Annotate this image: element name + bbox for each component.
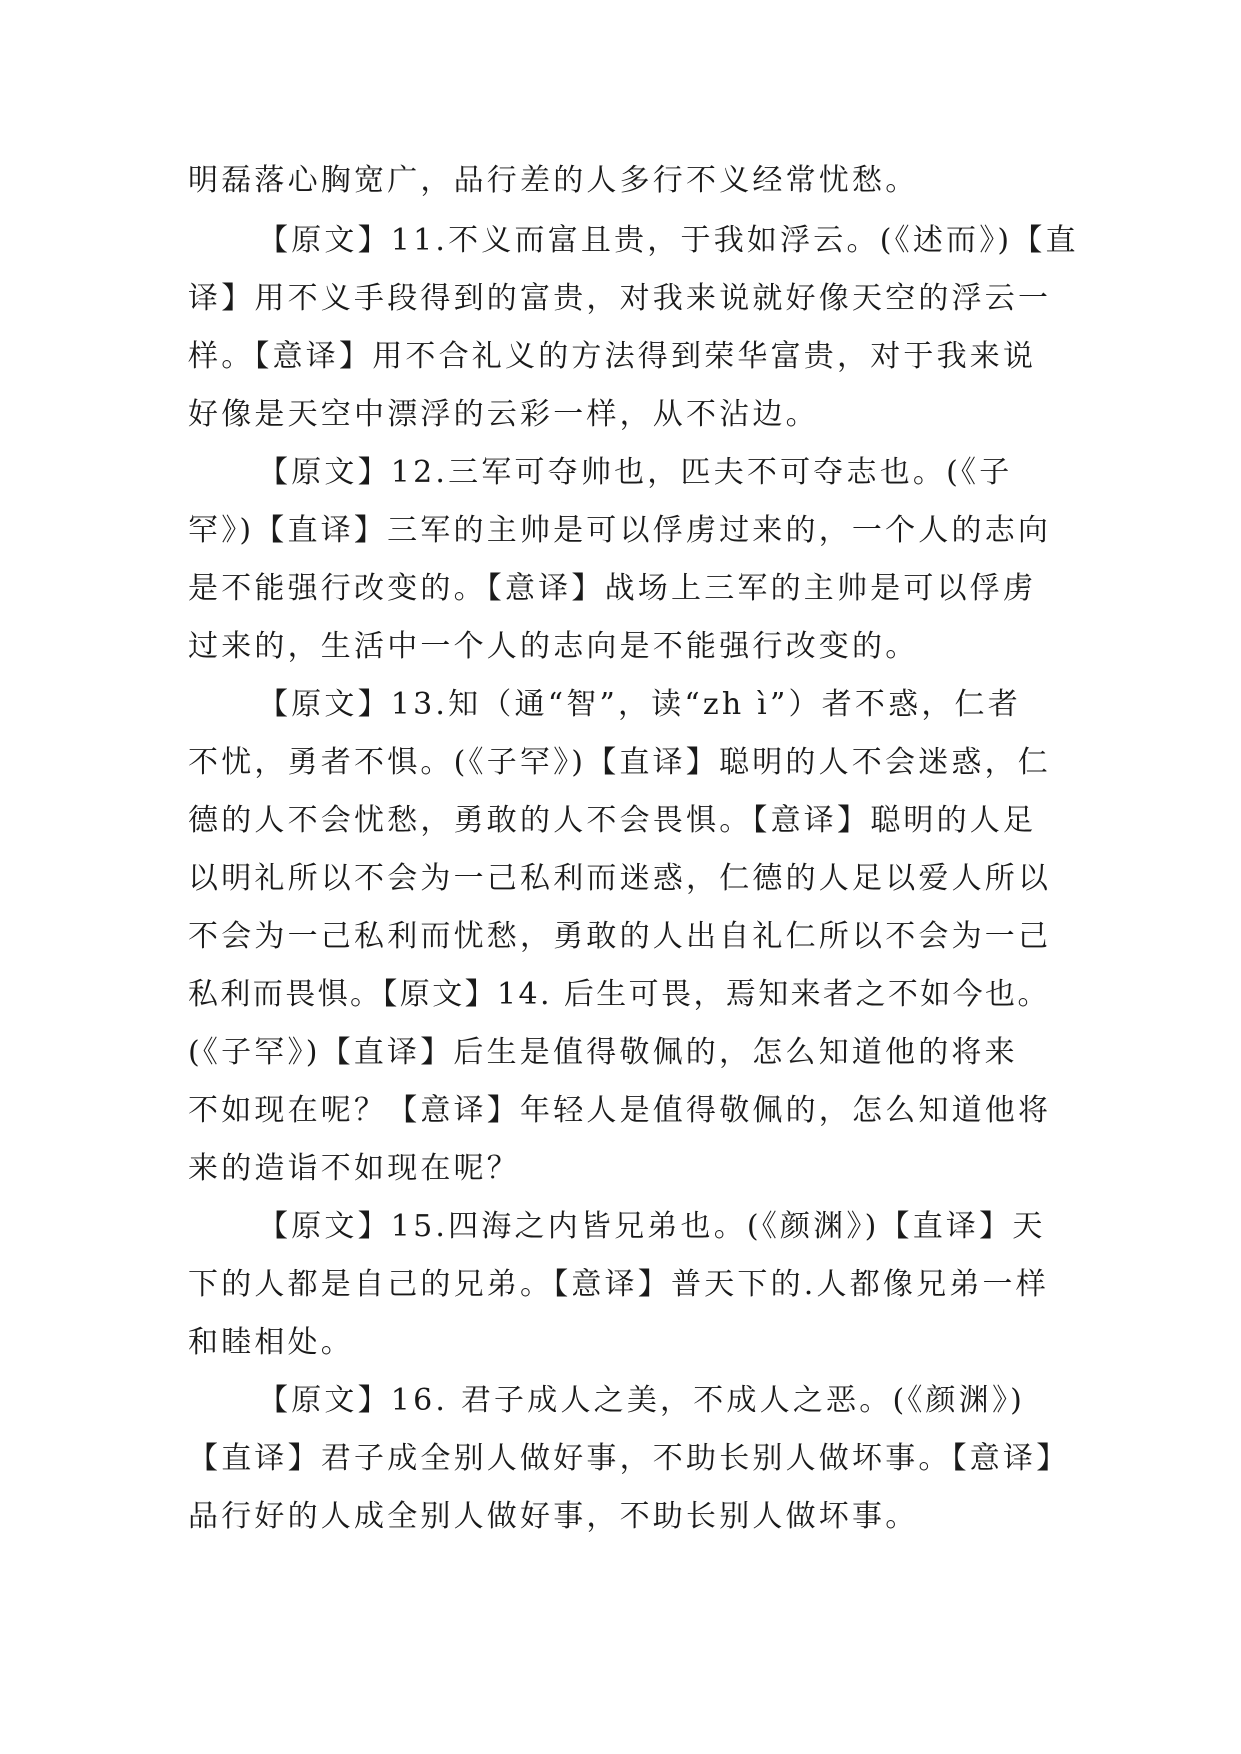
text-line: 【原文】13.知（通“智”，读“zh ì”）者不惑，仁者 (258, 687, 1021, 722)
text-line: 【原文】15.四海之内皆兄弟也。(《颜渊》)【直译】天 (258, 1209, 1046, 1244)
text-line: 不忧，勇者不惧。(《子罕》)【直译】聪明的人不会迷惑，仁 (188, 745, 1052, 780)
text-line: (《子罕》)【直译】后生是值得敬佩的，怎么知道他的将来 (188, 1035, 1018, 1070)
text-line: 品行好的人成全别人做好事，不助长别人做坏事。 (188, 1499, 919, 1534)
text-line: 【原文】12.三军可夺帅也，匹夫不可夺志也。(《子 (258, 455, 1013, 490)
text-line: 罕》)【直译】三军的主帅是可以俘虏过来的，一个人的志向 (188, 513, 1052, 548)
text-line: 好像是天空中漂浮的云彩一样，从不沾边。 (188, 397, 819, 432)
text-line: 【原文】11.不义而富且贵，于我如浮云。(《述而》)【直 (258, 223, 1079, 258)
text-line: 译】用不义手段得到的富贵，对我来说就好像天空的浮云一 (188, 281, 1052, 316)
text-line: 明磊落心胸宽广，品行差的人多行不义经常忧愁。 (188, 163, 919, 198)
text-line: 【直译】君子成全别人做好事，不助长别人做坏事。【意译】 (188, 1441, 1070, 1476)
text-line: 来的造诣不如现在呢？ (188, 1151, 520, 1186)
text-line: 德的人不会忧愁，勇敢的人不会畏惧。【意译】聪明的人足 (188, 803, 1037, 838)
text-line: 是不能强行改变的。【意译】战场上三军的主帅是可以俘虏 (188, 571, 1037, 606)
text-line: 不会为一己私利而忧愁，勇敢的人出自礼仁所以不会为一己 (188, 919, 1052, 954)
text-line: 过来的，生活中一个人的志向是不能强行改变的。 (188, 629, 919, 664)
text-line: 【原文】16. 君子成人之美，不成人之恶。(《颜渊》) (258, 1383, 1026, 1418)
text-line: 私利而畏惧。【原文】14. 后生可畏，焉知来者之不如今也。 (188, 977, 1050, 1012)
text-line: 不如现在呢？【意译】年轻人是值得敬佩的，怎么知道他将 (188, 1093, 1052, 1128)
text-line: 以明礼所以不会为一己私利而迷惑，仁德的人足以爱人所以 (188, 861, 1052, 896)
text-line: 和睦相处。 (188, 1325, 354, 1360)
text-line: 下的人都是自己的兄弟。【意译】普天下的.人都像兄弟一样 (188, 1267, 1049, 1302)
text-line: 样。【意译】用不合礼义的方法得到荣华富贵，对于我来说 (188, 339, 1037, 374)
